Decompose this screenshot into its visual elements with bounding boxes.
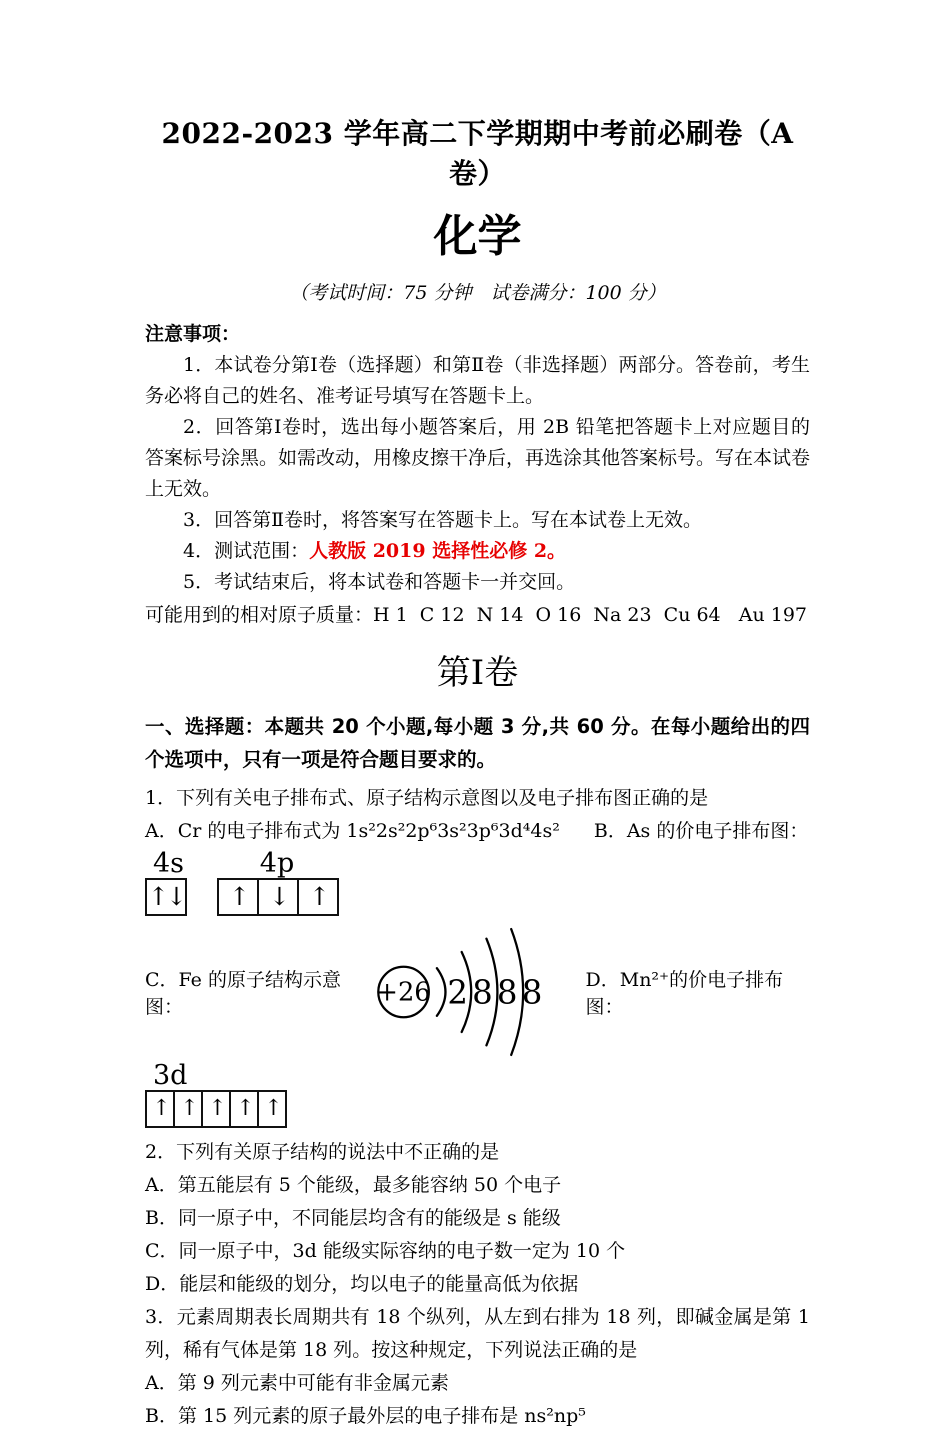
as-valence-orbital-diagram (145, 850, 810, 916)
fe-atomic-structure-diagram (374, 924, 546, 1060)
note-item-4 (145, 536, 810, 567)
nucleus-charge: +26 (376, 977, 431, 1008)
question-2-stem: 2．下列有关原子结构的说法中不正确的是 (145, 1141, 500, 1163)
orbital-box-3d-4: ↑ (229, 1090, 259, 1128)
q3-option-b: B．第 15 列元素的原子最外层的电子排布是 ns²np⁵ (145, 1405, 586, 1427)
note-item-3: 3．回答第Ⅱ卷时，将答案写在答题卡上。写在本试卷上无效。 (183, 509, 703, 531)
shell-count-1: 2 (447, 973, 468, 1012)
exam-info-line: （考试时间：75 分钟 试卷满分：100 分） (289, 282, 666, 304)
q1-option-d: D．Mn²⁺的价电子排布图： (585, 969, 784, 1018)
part1-heading: 第Ⅰ卷 (436, 653, 519, 693)
shell-count-3: 8 (496, 973, 518, 1012)
orbital-label-4p: 4p (259, 848, 295, 879)
question-1-stem: 1．下列有关电子排布式、原子结构示意图以及电子排布图正确的是 (145, 787, 709, 809)
question-1-options-cd (145, 924, 810, 1060)
note-item-1: 1．本试卷分第Ⅰ卷（选择题）和第Ⅱ卷（非选择题）两部分。答卷前，考生务必将自己的姓名、准考证号填写在答题卡上。 (145, 354, 810, 407)
orbital-group-3d (145, 1062, 285, 1128)
question-1-options-ab (145, 815, 810, 848)
note-item-2: 2．回答第Ⅰ卷时，选出每小题答案后，用 2B 铅笔把答题卡上对应题目的答案标号涂黑。如需改动，用橡皮擦干净后，再选涂其他答案标号。写在本试卷上无效。 (145, 416, 811, 500)
orbital-box-4s: ↑↓ (145, 878, 187, 916)
note-item-4-highlight: 人教版 2019 选择性必修 2。 (309, 540, 567, 562)
question-3-stem: 3．元素周期表长周期共有 18 个纵列，从左到右排为 18 列，即碱金属是第 1 列，稀有气体是第 18 列。按这种规定，下列说法正确的是 (145, 1306, 810, 1361)
q2-option-d: D．能层和能级的划分，均以电子的能量高低为依据 (145, 1273, 579, 1295)
orbital-box-4p-1: ↑ (217, 878, 259, 916)
orbital-box-3d-3: ↑ (201, 1090, 231, 1128)
q2-option-b: B．同一原子中，不同能层均含有的能级是 s 能级 (145, 1207, 561, 1229)
orbital-box-3d-5: ↑ (257, 1090, 287, 1128)
section1-intro: 一、选择题：本题共 20 个小题,每小题 3 分,共 60 分。在每小题给出的四个选项中，只有一项是符合题目要求的。 (145, 715, 810, 771)
atomic-masses-line: 可能用到的相对原子质量：H 1 C 12 N 14 O 16 Na 23 Cu 64 Au 197 (145, 604, 808, 626)
q1-option-c: C．Fe 的原子结构示意图： (145, 969, 341, 1018)
q1-option-b: B．As 的价电子排布图： (593, 820, 809, 842)
orbital-box-3d-1: ↑ (145, 1090, 175, 1128)
orbital-label-3d: 3d (153, 1060, 188, 1091)
note-item-5: 5．考试结束后，将本试卷和答题卡一并交回。 (183, 571, 576, 593)
q3-option-a: A．第 9 列元素中可能有非金属元素 (145, 1372, 449, 1394)
notes-heading: 注意事项： (145, 323, 241, 345)
orbital-box-4p-2: ↓ (257, 878, 299, 916)
q2-option-a: A．第五能层有 5 个能级，最多能容纳 50 个电子 (145, 1174, 562, 1196)
shell-count-4: 8 (521, 973, 543, 1012)
q1-option-a: A．Cr 的电子排布式为 1s²2s²2p⁶3s²3p⁶3d⁴4s² (145, 820, 560, 842)
orbital-group-4s (145, 850, 185, 916)
shell-count-2: 8 (472, 973, 493, 1012)
orbital-label-4s: 4s (153, 848, 185, 879)
shell-arc-1 (437, 968, 446, 1016)
subject-title: 化学 (433, 211, 522, 262)
orbital-box-3d-2: ↑ (173, 1090, 203, 1128)
note-item-4-prefix: 4．测试范围： (183, 540, 310, 562)
orbital-group-4p (217, 850, 337, 916)
orbital-box-4p-3: ↑ (297, 878, 339, 916)
page-title: 2022-2023 学年高二下学期期中考前必刷卷（A 卷） (161, 117, 794, 190)
mn-valence-orbital-diagram (145, 1062, 810, 1128)
q2-option-c: C．同一原子中，3d 能级实际容纳的电子数一定为 10 个 (145, 1240, 626, 1262)
